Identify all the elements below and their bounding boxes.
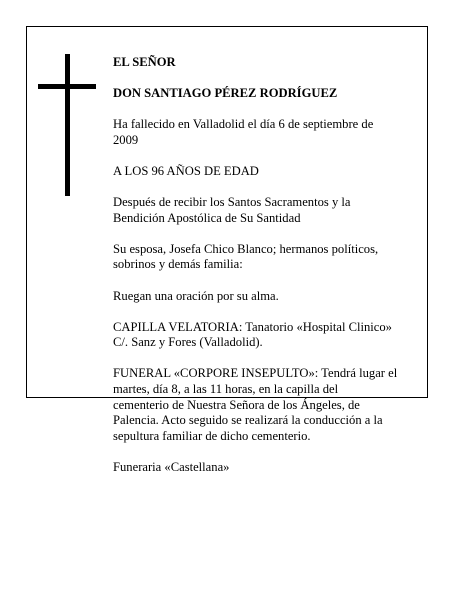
obituary-text (113, 39, 431, 491)
chapel-line: CAPILLA VELATORIA: Tanatorio «Hospital Clinico» C/. Sanz y Fores (Valladolid). (113, 319, 392, 350)
cross-vertical-bar (65, 54, 70, 196)
cross-icon (38, 54, 96, 196)
deceased-name: DON SANTIAGO PÉREZ RODRÍGUEZ (113, 85, 338, 100)
title-line-1: EL SEÑOR (113, 54, 176, 69)
prayer-line: Ruegan una oración por su alma. (113, 288, 279, 303)
funeral-line: FUNERAL «CORPORE INSEPULTO»: Tendrá lugar el martes, día 8, a las 11 horas, en la capilla del cementerio de Nuestra Señora de los Ángeles, de Palencia. Acto seguido se realizará la conducción a la sepultura familiar de dicho cementerio. (113, 366, 398, 443)
family-line: Su esposa, Josefa Chico Blanco; hermanos políticos, sobrinos y demás familia: (113, 241, 379, 272)
cross-horizontal-bar (38, 84, 96, 89)
funeral-home-line: Funeraria «Castellana» (113, 460, 230, 475)
age-line: A LOS 96 AÑOS DE EDAD (113, 163, 259, 178)
sacraments-line: Después de recibir los Santos Sacramentos y la Bendición Apostólica de Su Santidad (113, 194, 351, 225)
death-info: Ha fallecido en Valladolid el día 6 de septiembre de 2009 (113, 116, 374, 147)
